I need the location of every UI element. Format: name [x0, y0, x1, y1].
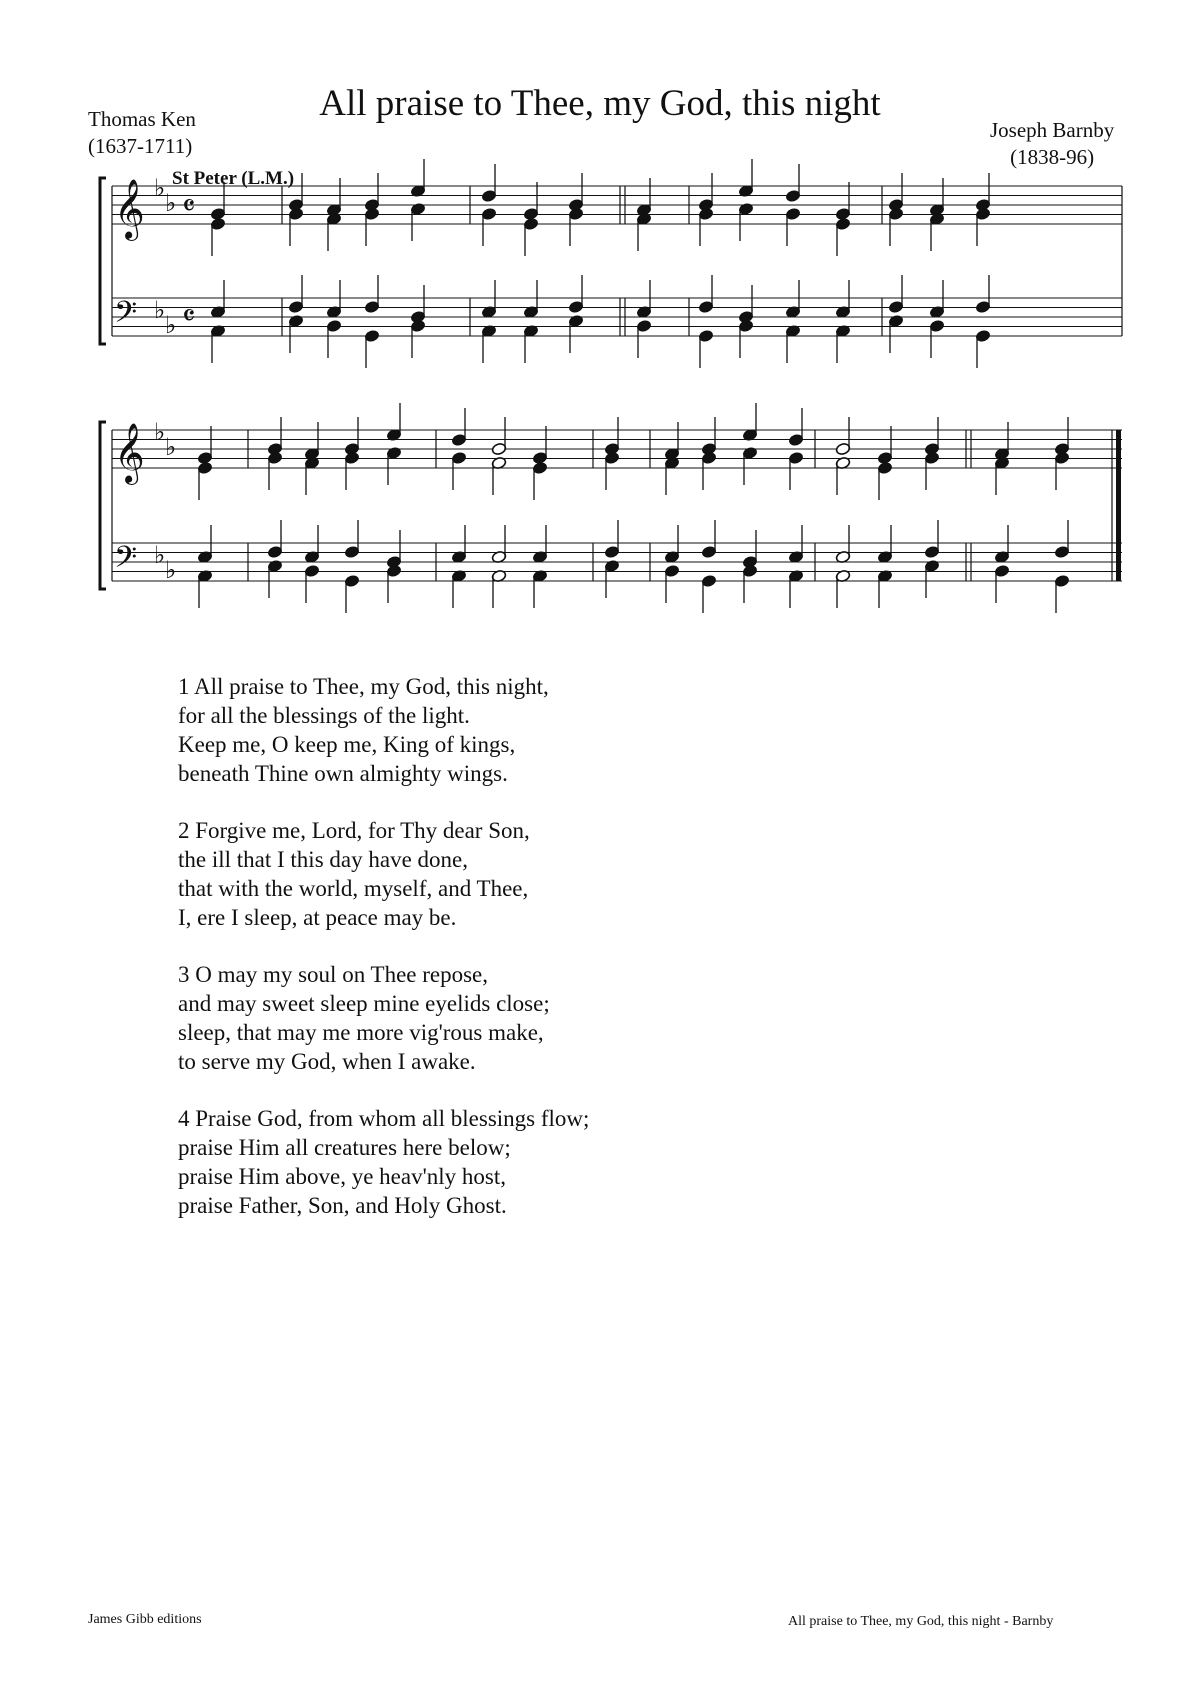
verse-line: sleep, that may me more vig'rous make, — [178, 1020, 544, 1045]
verse-line: 4 Praise God, from whom all blessings flow; — [178, 1106, 590, 1131]
verse-line: praise Father, Son, and Holy Ghost. — [178, 1193, 507, 1218]
music-score — [0, 0, 1200, 640]
verse — [178, 1104, 589, 1220]
hymn-title: All praise to Thee, my God, this night — [319, 83, 881, 124]
final-bar — [1116, 430, 1121, 581]
flat-sign: ♭ — [165, 433, 177, 461]
flat-sign: ♭ — [154, 418, 166, 446]
composer-dates: (1838-96) — [1010, 145, 1095, 169]
verse-line: the ill that I this day have done, — [178, 847, 468, 872]
time-signature: 𝄴 — [182, 189, 196, 224]
verse-line: and may sweet sleep mine eyelids close; — [178, 991, 550, 1016]
verse-line: praise Him all creatures here below; — [178, 1135, 511, 1160]
verse-line: Keep me, O keep me, King of kings, — [178, 732, 516, 757]
clef-symbol: 𝄞 — [114, 179, 145, 239]
composer-name: Joseph Barnby — [990, 118, 1115, 142]
system-bracket — [100, 422, 106, 589]
verse — [178, 816, 589, 932]
clef-symbol: 𝄞 — [114, 423, 145, 483]
flat-sign: ♭ — [165, 189, 177, 217]
flat-sign: ♭ — [165, 311, 177, 339]
poet-name: Thomas Ken — [88, 107, 196, 131]
system-bracket — [100, 178, 106, 344]
footer-publisher: James Gibb editions — [88, 1612, 202, 1627]
verse-line: 2 Forgive me, Lord, for Thy dear Son, — [178, 818, 530, 843]
flat-sign: ♭ — [154, 541, 166, 569]
hymn-lyrics — [178, 672, 589, 1248]
verse-line: beneath Thine own almighty wings. — [178, 761, 508, 786]
poet-dates: (1637-1711) — [88, 134, 193, 158]
tune-name: St Peter (L.M.) — [172, 168, 295, 189]
verse-line: praise Him above, ye heav'nly host, — [178, 1164, 506, 1189]
verse-line: I, ere I sleep, at peace may be. — [178, 905, 457, 930]
verse-line: to serve my God, when I awake. — [178, 1049, 476, 1074]
verse-line: that with the world, myself, and Thee, — [178, 876, 529, 901]
verse-line: 1 All praise to Thee, my God, this night, — [178, 674, 549, 699]
verse — [178, 672, 589, 788]
clef-symbol: 𝄢 — [114, 296, 138, 337]
flat-sign: ♭ — [154, 296, 166, 324]
verse — [178, 960, 589, 1076]
flat-sign: ♭ — [154, 174, 166, 202]
flat-sign: ♭ — [165, 556, 177, 584]
clef-symbol: 𝄢 — [114, 541, 138, 582]
footer-page-title: All praise to Thee, my God, this night - Barnby — [788, 1614, 1054, 1629]
verse-line: for all the blessings of the light. — [178, 703, 470, 728]
verse-line: 3 O may my soul on Thee repose, — [178, 962, 489, 987]
time-signature: 𝄴 — [182, 299, 196, 334]
